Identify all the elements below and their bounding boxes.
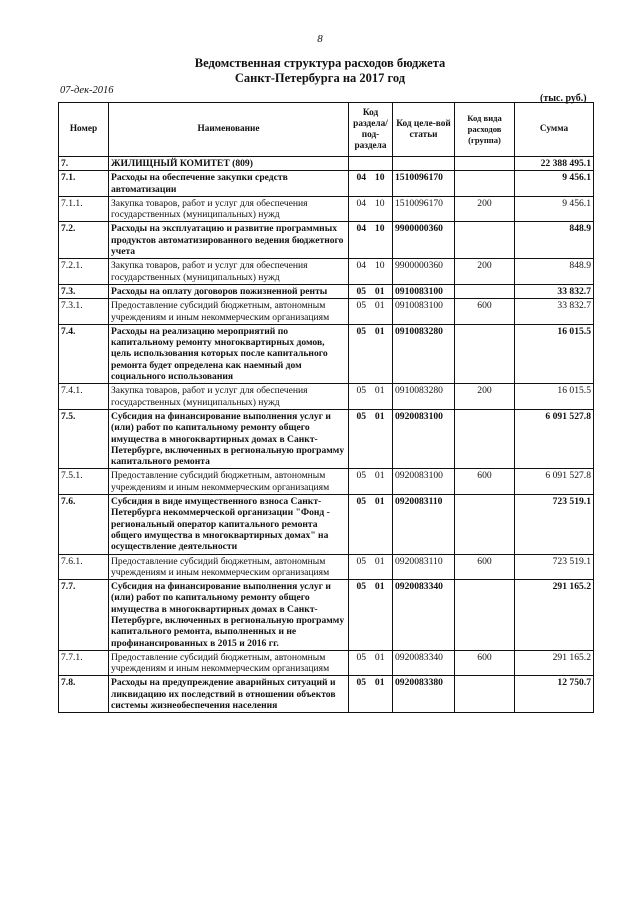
row-name: Закупка товаров, работ и услуг для обеспечения государственных (муниципальных) нужд — [109, 196, 349, 222]
table-row — [59, 384, 594, 410]
row-sum: 16 015.5 — [515, 324, 594, 383]
subsection-code: 01 — [374, 496, 385, 508]
row-section-code — [349, 409, 393, 468]
section-code: 05 — [356, 325, 367, 337]
section-code: 05 — [356, 385, 367, 397]
row-sum: 723 519.1 — [515, 495, 594, 554]
row-expense-type: 600 — [455, 469, 515, 495]
row-sum: 22 388 495.1 — [515, 157, 594, 171]
page-number: 8 — [317, 33, 323, 45]
row-section-code — [349, 676, 393, 713]
row-sum: 33 832.7 — [515, 299, 594, 325]
subsection-code: 10 — [374, 197, 385, 209]
table-row — [59, 676, 594, 713]
table-row — [59, 580, 594, 651]
row-number: 7.5. — [59, 409, 109, 468]
row-article-code: 0910083280 — [393, 384, 455, 410]
subsection-code: 01 — [374, 651, 385, 663]
table-row — [59, 171, 594, 197]
table-row — [59, 157, 594, 171]
row-name: Расходы на реализацию мероприятий по капитальному ремонту многоквартирных домов, цель использования которых после капитального ремонта будет определена как наемный дом социального использования — [109, 324, 349, 383]
row-expense-type — [455, 157, 515, 171]
subsection-code: 01 — [374, 555, 385, 567]
row-sum: 9 456.1 — [515, 171, 594, 197]
header-article-code: Код целе-вой статьи — [393, 103, 455, 157]
row-section-code — [349, 650, 393, 676]
row-article-code: 0920083340 — [393, 580, 455, 651]
subsection-code: 01 — [374, 285, 385, 297]
section-code: 04 — [356, 260, 367, 272]
row-article-code: 0920083380 — [393, 676, 455, 713]
row-expense-type — [455, 409, 515, 468]
row-number: 7.3.1. — [59, 299, 109, 325]
row-sum: 12 750.7 — [515, 676, 594, 713]
row-sum: 291 165.2 — [515, 650, 594, 676]
row-expense-type — [455, 171, 515, 197]
row-name: Расходы на обеспечение закупки средств автоматизации — [109, 171, 349, 197]
row-number: 7.4. — [59, 324, 109, 383]
row-number: 7.7.1. — [59, 650, 109, 676]
subsection-code: 01 — [374, 410, 385, 422]
section-code: 05 — [356, 555, 367, 567]
row-sum: 16 015.5 — [515, 384, 594, 410]
row-name: Предоставление субсидий бюджетным, автономным учреждениям и иным некоммерческим организациям — [109, 650, 349, 676]
section-code: 05 — [356, 581, 367, 593]
table-row — [59, 324, 594, 383]
row-number: 7. — [59, 157, 109, 171]
row-expense-type — [455, 676, 515, 713]
table-row — [59, 299, 594, 325]
table-row — [59, 650, 594, 676]
table-header-row — [59, 103, 594, 157]
table-row — [59, 409, 594, 468]
row-sum: 848.9 — [515, 222, 594, 259]
row-article-code: 0910083100 — [393, 284, 455, 298]
row-number: 7.8. — [59, 676, 109, 713]
section-code: 04 — [356, 172, 367, 184]
row-article-code: 9900000360 — [393, 222, 455, 259]
section-code: 05 — [356, 470, 367, 482]
row-expense-type: 200 — [455, 196, 515, 222]
header-section-code: Код раздела/ под-раздела — [349, 103, 393, 157]
subsection-code: 01 — [374, 581, 385, 593]
section-code: 04 — [356, 197, 367, 209]
row-name: Закупка товаров, работ и услуг для обеспечения государственных (муниципальных) нужд — [109, 259, 349, 285]
document-date: 07-дек-2016 — [60, 85, 114, 96]
row-name: Закупка товаров, работ и услуг для обеспечения государственных (муниципальных) нужд — [109, 384, 349, 410]
row-article-code: 9900000360 — [393, 259, 455, 285]
subsection-code: 10 — [374, 223, 385, 235]
row-article-code: 0920083110 — [393, 554, 455, 580]
row-expense-type — [455, 324, 515, 383]
section-code: 05 — [356, 651, 367, 663]
row-section-code — [349, 259, 393, 285]
subsection-code: 01 — [374, 325, 385, 337]
row-number: 7.4.1. — [59, 384, 109, 410]
subsection-code: 01 — [374, 385, 385, 397]
row-name: Расходы на оплату договоров пожизненной ренты — [109, 284, 349, 298]
row-number: 7.6.1. — [59, 554, 109, 580]
row-section-code — [349, 284, 393, 298]
row-number: 7.2.1. — [59, 259, 109, 285]
header-expense-type: Код вида расходов (группа) — [455, 103, 515, 157]
title-line-2: Санкт-Петербурга на 2017 год — [234, 71, 406, 85]
row-name: Субсидия в виде имущественного взноса Санкт-Петербурга некоммерческой организации "Фонд - региональный оператор капитального ремонта общего имущества в многоквартирных домах" на осуществление деятельности — [109, 495, 349, 554]
row-expense-type: 200 — [455, 259, 515, 285]
row-section-code — [349, 171, 393, 197]
row-expense-type — [455, 284, 515, 298]
row-number: 7.3. — [59, 284, 109, 298]
table-row — [59, 196, 594, 222]
row-article-code: 0920083100 — [393, 409, 455, 468]
table-row — [59, 222, 594, 259]
row-section-code — [349, 495, 393, 554]
row-section-code — [349, 580, 393, 651]
table-row — [59, 284, 594, 298]
row-name: Субсидия на финансирование выполнения услуг и (или) работ по капитальному ремонту общего имущества в многоквартирных домах в Санкт-Петербурге, включенных в региональную программу капитального ремонта, выполненных и не профинансированных в 2015 и 2016 гг. — [109, 580, 349, 651]
table-body — [59, 157, 594, 713]
row-number: 7.5.1. — [59, 469, 109, 495]
row-sum: 291 165.2 — [515, 580, 594, 651]
header-number: Номер — [59, 103, 109, 157]
table-row — [59, 259, 594, 285]
title-line-1: Ведомственная структура расходов бюджета — [194, 56, 446, 70]
section-code: 05 — [356, 285, 367, 297]
units-note: (тыс. руб.) — [540, 93, 587, 104]
row-sum: 33 832.7 — [515, 284, 594, 298]
subsection-code: 01 — [374, 470, 385, 482]
row-expense-type — [455, 222, 515, 259]
section-code: 04 — [356, 223, 367, 235]
row-article-code: 0910083280 — [393, 324, 455, 383]
row-name: Предоставление субсидий бюджетным, автономным учреждениям и иным некоммерческим организациям — [109, 469, 349, 495]
row-name: Расходы на предупреждение аварийных ситуаций и ликвидацию их последствий в отношении объектов системы жизнеобеспечения населения — [109, 676, 349, 713]
row-name: Субсидия на финансирование выполнения услуг и (или) работ по капитальному ремонту общего имущества в многоквартирных домах в Санкт-Петербурге, включенных в региональную программу капитального ремонта — [109, 409, 349, 468]
subsection-code: 10 — [374, 260, 385, 272]
table-row — [59, 495, 594, 554]
row-sum: 6 091 527.8 — [515, 469, 594, 495]
row-article-code: 0920083100 — [393, 469, 455, 495]
row-expense-type: 600 — [455, 554, 515, 580]
row-article-code — [393, 157, 455, 171]
subsection-code: 01 — [374, 300, 385, 312]
section-code: 05 — [356, 677, 367, 689]
row-sum: 9 456.1 — [515, 196, 594, 222]
row-name: Предоставление субсидий бюджетным, автономным учреждениям и иным некоммерческим организациям — [109, 554, 349, 580]
row-expense-type — [455, 495, 515, 554]
row-sum: 848.9 — [515, 259, 594, 285]
section-code: 05 — [356, 300, 367, 312]
row-section-code — [349, 299, 393, 325]
row-section-code — [349, 222, 393, 259]
row-number: 7.6. — [59, 495, 109, 554]
row-section-code — [349, 554, 393, 580]
row-section-code — [349, 157, 393, 171]
row-sum: 6 091 527.8 — [515, 409, 594, 468]
row-expense-type — [455, 580, 515, 651]
row-section-code — [349, 384, 393, 410]
header-name: Наименование — [109, 103, 349, 157]
row-number: 7.1.1. — [59, 196, 109, 222]
section-code: 05 — [356, 410, 367, 422]
row-expense-type: 600 — [455, 299, 515, 325]
row-article-code: 0920083340 — [393, 650, 455, 676]
row-expense-type: 600 — [455, 650, 515, 676]
row-section-code — [349, 324, 393, 383]
row-name: Предоставление субсидий бюджетным, автономным учреждениям и иным некоммерческим организациям — [109, 299, 349, 325]
row-section-code — [349, 196, 393, 222]
row-number: 7.7. — [59, 580, 109, 651]
row-name: Расходы на эксплуатацию и развитие программных продуктов автоматизированного ведения бюджетного учета — [109, 222, 349, 259]
header-sum: Сумма — [515, 103, 594, 157]
row-name: ЖИЛИЩНЫЙ КОМИТЕТ (809) — [109, 157, 349, 171]
table-row — [59, 469, 594, 495]
row-expense-type: 200 — [455, 384, 515, 410]
budget-table — [58, 102, 594, 713]
subsection-code: 10 — [374, 172, 385, 184]
row-number: 7.2. — [59, 222, 109, 259]
row-number: 7.1. — [59, 171, 109, 197]
subsection-code: 01 — [374, 677, 385, 689]
table-row — [59, 554, 594, 580]
row-article-code: 1510096170 — [393, 171, 455, 197]
row-article-code: 0920083110 — [393, 495, 455, 554]
row-article-code: 1510096170 — [393, 196, 455, 222]
section-code: 05 — [356, 496, 367, 508]
row-article-code: 0910083100 — [393, 299, 455, 325]
document-title — [0, 56, 640, 86]
row-sum: 723 519.1 — [515, 554, 594, 580]
row-section-code — [349, 469, 393, 495]
